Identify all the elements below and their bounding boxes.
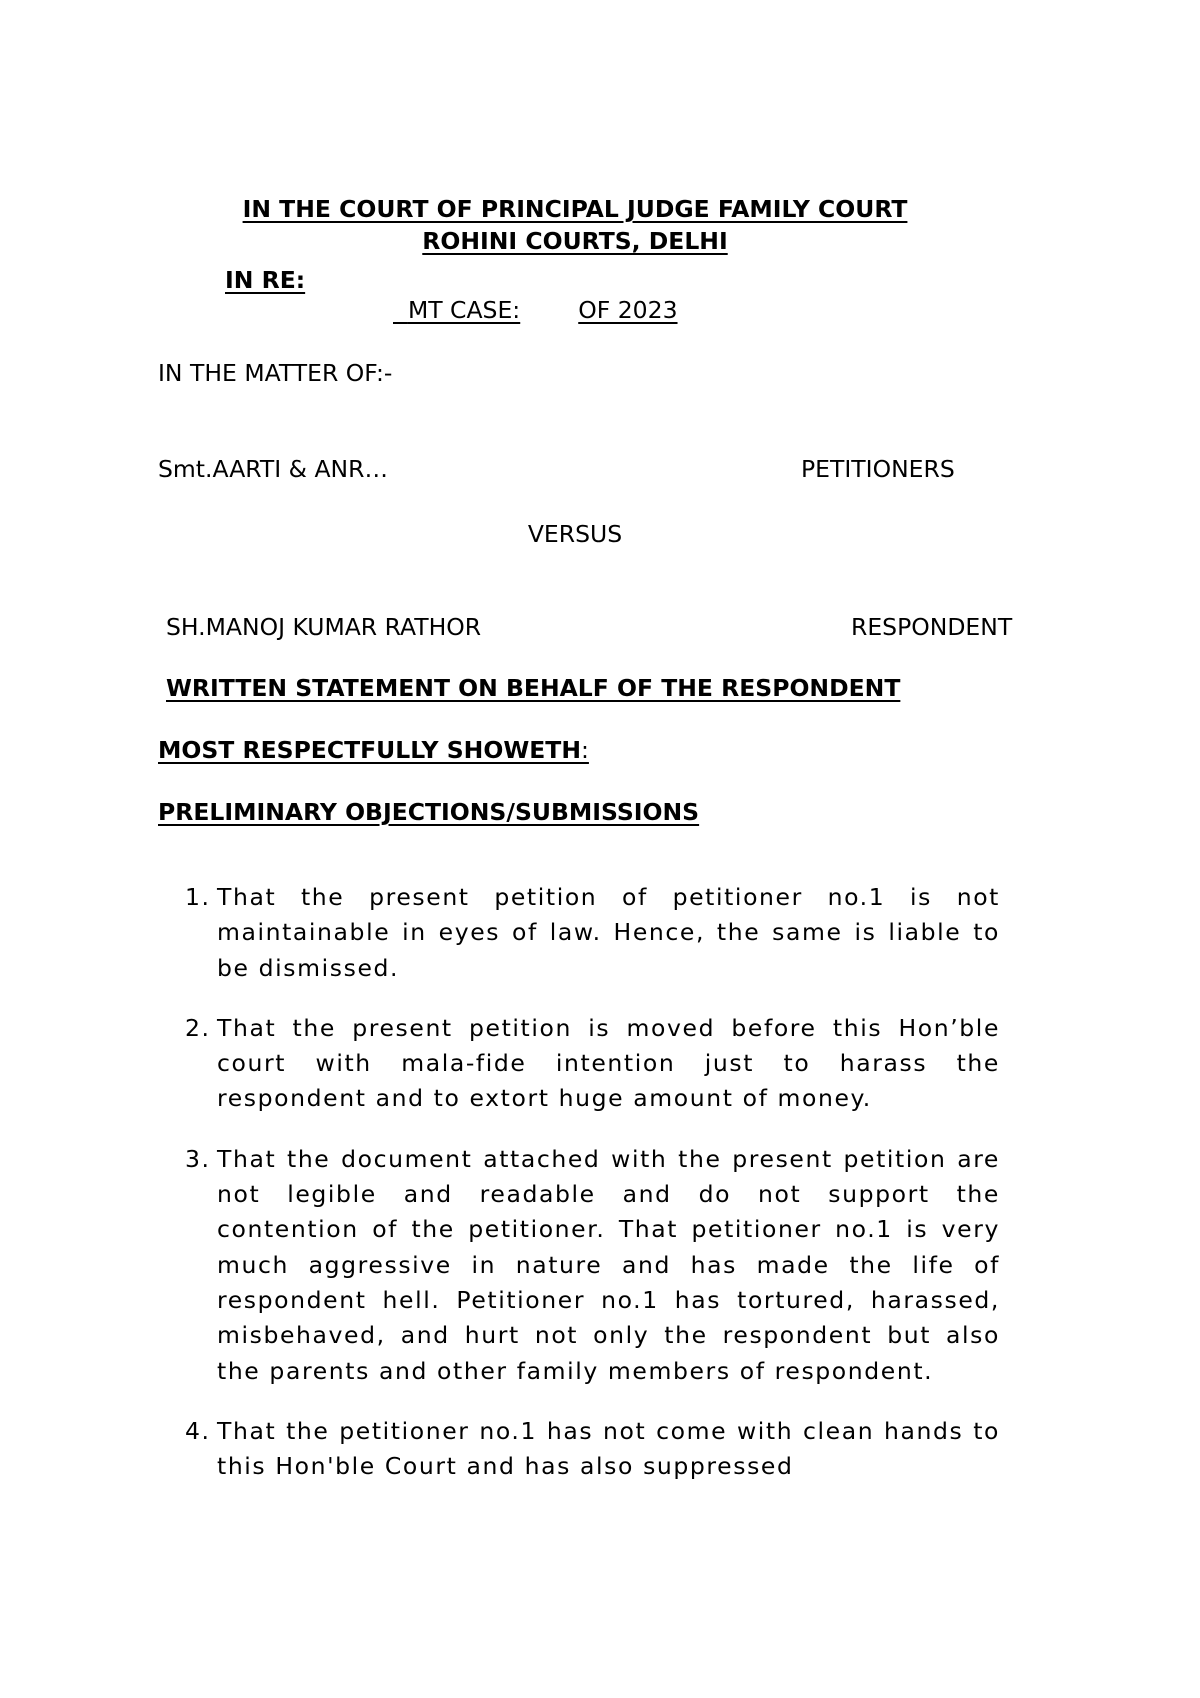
objection-item [185,1142,1000,1389]
objections-list [185,880,1000,1509]
showeth-text: MOST RESPECTFULLY SHOWETH [158,736,581,764]
objection-number: 1. [185,883,211,911]
objection-text: That the petitioner no.1 has not come with clean hands to this Hon'ble Court and has also suppressed [217,1416,1000,1481]
in-re-label: IN RE: [225,266,306,294]
most-respectfully-showeth [158,736,589,764]
petitioner-label: PETITIONERS [801,455,955,483]
versus-label: VERSUS [527,520,623,548]
respondent-label: RESPONDENT [851,613,1013,641]
written-statement-title: WRITTEN STATEMENT ON BEHALF OF THE RESPONDENT [166,674,901,702]
objection-number: 4. [185,1416,211,1445]
court-title-line1: IN THE COURT OF PRINCIPAL JUDGE FAMILY COURT [242,195,908,223]
objection-text: That the present petition of petitioner no.1 is not maintainable in eyes of law. Hence, the same is liable to be dismissed. [217,883,1000,982]
petitioner-name: Smt.AARTI & ANR… [158,455,388,483]
showeth-colon: : [581,736,589,764]
objection-item [185,1011,1000,1117]
objection-item [185,1414,1000,1485]
case-label: MT CASE: [407,296,521,324]
objection-item [185,880,1000,986]
objection-text: That the document attached with the present petition are not legible and readable and do not support the contention of the petitioner. That petitioner no.1 is very much aggressive in nature and has made the life of respondent hell. Petitioner no.1 has tortured, harassed, misbehaved, and hurt not only the respondent but also the parents and other family members of respondent. [217,1144,1000,1385]
case-year: OF 2023 [578,296,678,324]
court-title-line2: ROHINI COURTS, DELHI [422,227,728,255]
case-number-line [393,296,678,324]
objection-number: 2. [185,1013,211,1042]
objection-text: That the present petition is moved before this Hon’ble court with mala-fide intention just to harass the respondent and to extort huge amount of money. [217,1013,1000,1113]
in-the-matter-of-label: IN THE MATTER OF:- [158,359,393,387]
preliminary-objections-heading: PRELIMINARY OBJECTIONS/SUBMISSIONS [158,798,700,826]
objection-number: 3. [185,1144,211,1173]
respondent-name: SH.MANOJ KUMAR RATHOR [166,613,482,641]
